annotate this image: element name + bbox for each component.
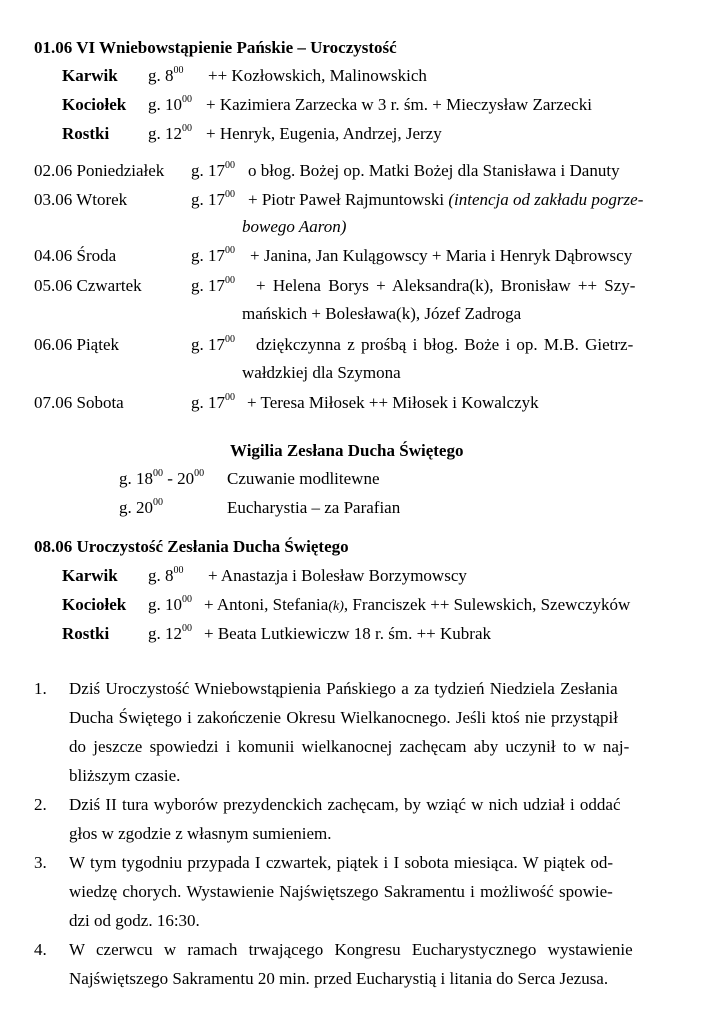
mass-time: g. $10^{00}$ xyxy=(148,594,192,614)
announcement-number: 4. xyxy=(34,940,47,959)
mass-intention: + Anastazja i Bolesław Borzymowscy xyxy=(208,566,467,585)
announcement-line: Dziś Uroczystość Wniebowstąpienia Pańskiego a za tydzień Niedziela Zesłania xyxy=(69,679,618,698)
mass-intention: ++ Kozłowskich, Malinowskich xyxy=(208,66,427,85)
day-label: 05.06 Czwartek xyxy=(34,276,142,295)
day-label: 07.06 Sobota xyxy=(34,393,124,412)
mass-place: Karwik xyxy=(62,566,118,585)
vigil-time: g. $18^{00} - 20^{00}$ xyxy=(119,468,205,488)
mass-time: g. $17^{00}$ xyxy=(191,334,235,354)
announcement-line: dzi od godz. 16:30. xyxy=(69,911,200,930)
announcement-line: Dziś II tura wyborów prezydenckich zachęcam, by wziąć w nich udział i oddać xyxy=(69,795,621,814)
mass-intention-cont: wałdzkiej dla Szymona xyxy=(242,363,401,382)
mass-intention: o błog. Bożej op. Matki Bożej dla Stanisława i Danuty xyxy=(248,161,620,180)
mass-intention: + Kazimiera Zarzecka w 3 r. śm. + Mieczysław Zarzecki xyxy=(206,95,592,114)
mass-place: Kociołek xyxy=(62,595,127,614)
mass-intention: + Piotr Paweł Rajmuntowski (intencja od zakładu pogrze- xyxy=(248,190,644,209)
vigil-item: Czuwanie modlitewne xyxy=(227,469,380,488)
mass-time: g. $17^{00}$ xyxy=(191,275,235,295)
mass-time: g. $17^{00}$ xyxy=(191,189,235,209)
announcement-line: bliższym czasie. xyxy=(69,766,181,785)
day-label: 03.06 Wtorek xyxy=(34,190,128,209)
vigil-title: Wigilia Zesłana Ducha Świętego xyxy=(230,441,464,460)
announcement-number: 1. xyxy=(34,679,47,698)
announcement-number: 3. xyxy=(34,853,47,872)
mass-intention: dziękczynna z prośbą i błog. Boże i op. M.B. Gietrz- xyxy=(256,335,634,354)
announcement-number: 2. xyxy=(34,795,47,814)
day-label: 06.06 Piątek xyxy=(34,335,119,354)
announcement-line: Najświętszego Sakramentu 20 min. przed Eucharystią i litania do Serca Jezusa. xyxy=(69,969,609,988)
mass-time: g. $8^{00}$ xyxy=(148,565,184,585)
mass-time: g. $8^{00}$ xyxy=(148,65,184,85)
announcement-line: Ducha Świętego i zakończenie Okresu Wielkanocnego. Jeśli ktoś nie przystąpił xyxy=(69,708,619,727)
day-label: 02.06 Poniedziałek xyxy=(34,161,165,180)
vigil-time: g. $20^{00}$ xyxy=(119,497,163,517)
mass-intention-cont: bowego Aaron) xyxy=(242,217,347,236)
mass-time: g. $17^{00}$ xyxy=(191,160,235,180)
mass-intention: + Helena Borys + Aleksandra(k), Bronisław ++ Szy- xyxy=(256,276,636,295)
mass-time: g. $17^{00}$ xyxy=(191,392,235,412)
mass-place: Kociołek xyxy=(62,95,127,114)
announcement-line: głos w zgodzie z własnym sumieniem. xyxy=(69,824,332,843)
mass-time: g. $12^{00}$ xyxy=(148,623,192,643)
day-label: 04.06 Środa xyxy=(34,246,117,265)
section2-heading: 08.06 Uroczystość Zesłania Ducha Świętego xyxy=(34,537,349,556)
mass-intention: + Janina, Jan Kulągowscy + Maria i Henryk Dąbrowscy xyxy=(250,246,633,265)
vigil-item: Eucharystia – za Parafian xyxy=(227,498,401,517)
mass-intention: + Antoni, Stefania(k), Franciszek ++ Sulewskich, Szewczyków xyxy=(204,595,631,614)
mass-place: Rostki xyxy=(62,124,110,143)
mass-place: Rostki xyxy=(62,624,110,643)
mass-intention: + Teresa Miłosek ++ Miłosek i Kowalczyk xyxy=(247,393,539,412)
mass-place: Karwik xyxy=(62,66,118,85)
section1-heading: 01.06 VI Wniebowstąpienie Pańskie – Uroczystość xyxy=(34,38,397,57)
announcement-line: W czerwcu w ramach trwającego Kongresu Eucharystycznego wystawienie xyxy=(69,940,633,959)
mass-time: g. $10^{00}$ xyxy=(148,94,192,114)
mass-intention: + Beata Lutkiewiczw 18 r. śm. ++ Kubrak xyxy=(204,624,491,643)
mass-time: g. $17^{00}$ xyxy=(191,245,235,265)
announcement-line: W tym tygodniu przypada I czwartek, piątek i I sobota miesiąca. W piątek od- xyxy=(69,853,614,872)
mass-intention-cont: mańskich + Bolesława(k), Józef Zadroga xyxy=(242,304,522,323)
mass-time: g. $12^{00}$ xyxy=(148,123,192,143)
mass-intention: + Henryk, Eugenia, Andrzej, Jerzy xyxy=(206,124,442,143)
announcement-line: do jeszcze spowiedzi i komunii wielkanocnej zachęcam aby uczynił to w naj- xyxy=(69,737,630,756)
announcement-line: wiedzę chorych. Wystawienie Najświętszego Sakramentu i możliwość spowie- xyxy=(69,882,613,901)
